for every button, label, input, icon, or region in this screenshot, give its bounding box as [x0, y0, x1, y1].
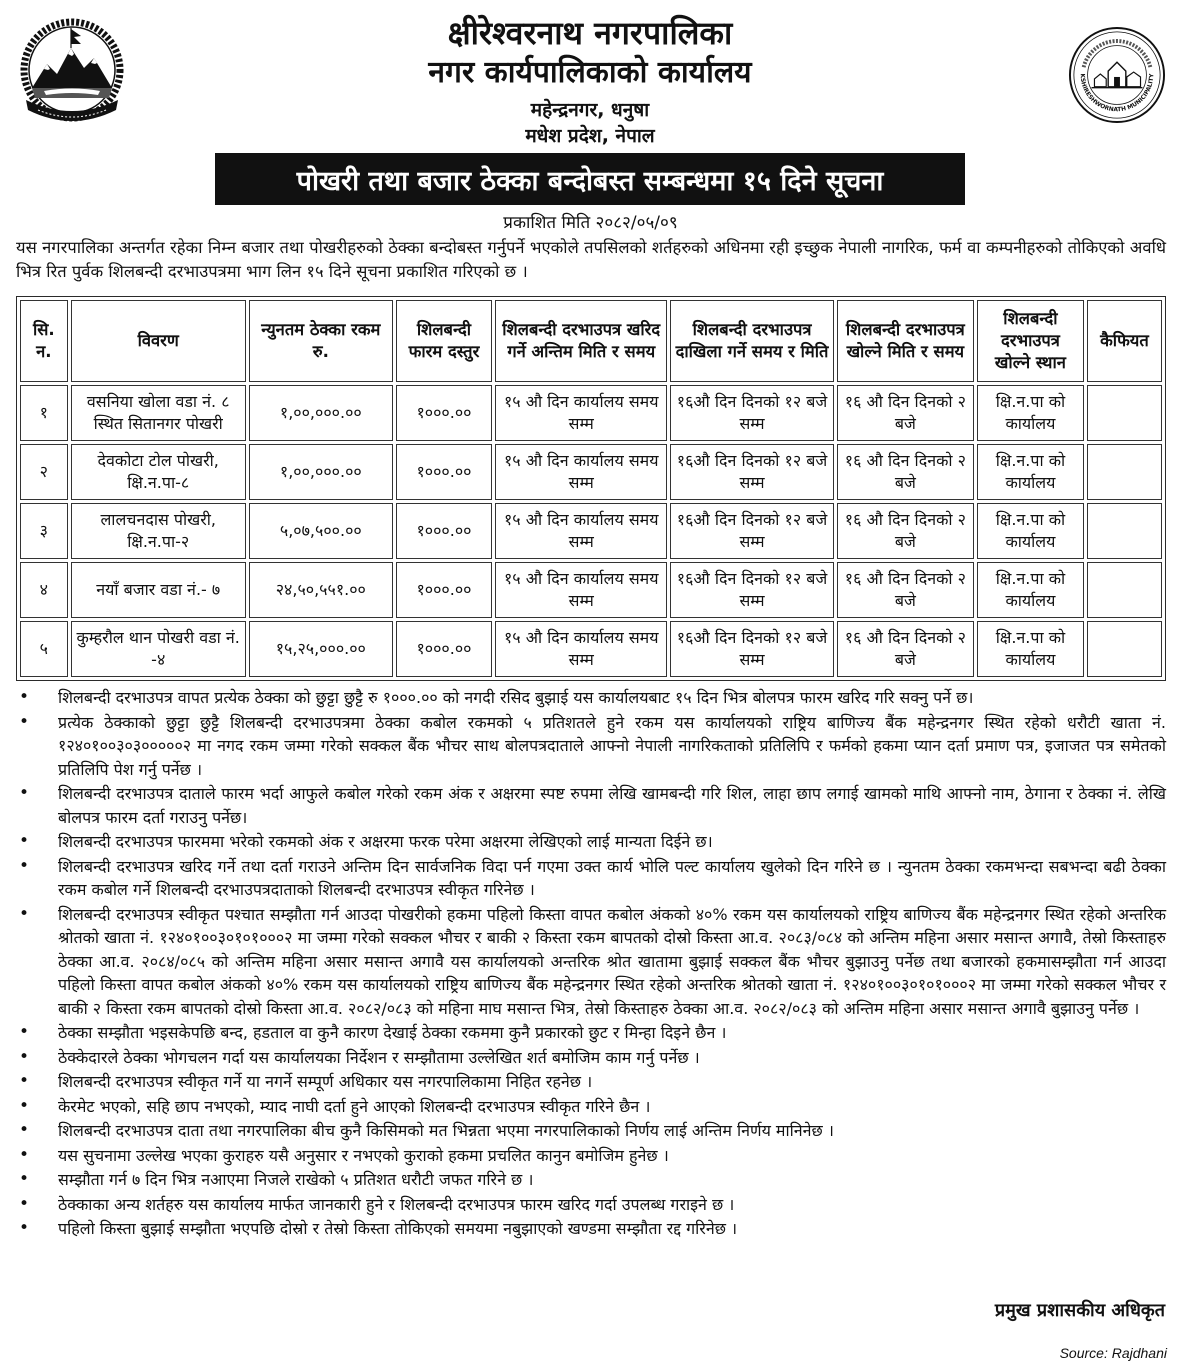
condition-text: शिलबन्दी दरभाउपत्र खरिद गर्ने तथा दर्ता गराउने अन्तिम दिन सार्वजनिक विदा पर्न गएमा उक्त कार्य भोलि पल्ट कार्यालय खुलेको दिन गरिने छ । न्युनतम ठेक्का रकमभन्दा सबभन्दा बढी ठेक्का रकम कबोल गर्ने शिलबन्दी दरभाउपत्रदाताको शिलबन्दी दरभाउपत्र स्वीकृत गरिनेछ । — [58, 856, 1166, 899]
cell-remarks — [1087, 385, 1162, 441]
notice-title: पोखरी तथा बजार ठेक्का बन्दोबस्त सम्बन्धमा १५ दिने सूचना — [215, 153, 965, 205]
condition-item — [16, 1144, 1166, 1168]
cell-form-fee: १०००.०० — [396, 385, 492, 441]
bullet-icon: • — [19, 1022, 30, 1042]
bullet-icon: • — [19, 1144, 30, 1165]
cell-description: नयाँ बजार वडा नं.- ७ — [71, 562, 246, 618]
bullet-icon: • — [19, 711, 30, 732]
condition-item — [16, 686, 1166, 710]
cell-submission-time: १६औ दिन दिनको १२ बजे सम्म — [670, 562, 833, 618]
condition-item — [16, 1193, 1166, 1217]
bullet-icon: • — [19, 903, 30, 924]
condition-item — [16, 1070, 1166, 1094]
nepal-government-emblem-icon — [14, 18, 130, 126]
notice-body — [16, 236, 1166, 1242]
condition-text: सम्झौता गर्न ७ दिन भित्र नआएमा निजले राखेको ५ प्रतिशत धरौटी जफत गरिने छ । — [58, 1170, 534, 1189]
cell-form-fee: १०००.०० — [396, 444, 492, 500]
cell-description: कुम्हरौल थान पोखरी वडा नं. -४ — [71, 621, 246, 677]
condition-item — [16, 711, 1166, 782]
condition-text: केरमेट भएको, सहि छाप नभएको, म्याद नाघी दर्ता हुने आएको शिलबन्दी दरभाउपत्र स्वीकृत गरिने छैन । — [58, 1096, 651, 1116]
cell-purchase-deadline: १५ औ दिन कार्यालय समय सम्म — [495, 621, 667, 677]
column-header-sn: सि. न. — [20, 300, 68, 382]
condition-text: शिलबन्दी दरभाउपत्र दाता तथा नगरपालिका बीच कुनै किसिमको मत भिन्नता भएमा नगरपालिकाको निर्णय लाई अन्तिम निर्णय मानिनेछ । — [58, 1121, 834, 1140]
cell-min-amount: १५,२५,०००.०० — [249, 621, 393, 677]
column-header-purchase-deadline: शिलबन्दी दरभाउपत्र खरिद गर्ने अन्तिम मिति र समय — [495, 300, 667, 382]
cell-opening-time: १६ औ दिन दिनको २ बजे — [837, 385, 974, 441]
municipality-seal-icon — [1068, 26, 1166, 124]
intro-paragraph: यस नगरपालिका अन्तर्गत रहेका निम्न बजार तथा पोखरीहरुको ठेक्का बन्दोबस्त गर्नुपर्ने भएकोले तपसिलको शर्तहरुको अधिनमा रही इच्छुक नेपाली नागरिक, फर्म वा कम्पनीहरुको तोकिएको अवधि भित्र रित पुर्वक शिलबन्दी दरभाउपत्रमा भाग लिन १५ दिने सूचना प्रकाशित गरिएको छ । — [16, 238, 1166, 281]
cell-sn: ३ — [20, 503, 68, 559]
bullet-icon: • — [19, 783, 30, 803]
column-header-submission-time: शिलबन्दी दरभाउपत्र दाखिला गर्ने समय र मिति — [670, 300, 833, 382]
table-row — [20, 444, 1162, 500]
cell-remarks — [1087, 444, 1162, 500]
cell-remarks — [1087, 503, 1162, 559]
cell-form-fee: १०००.०० — [396, 621, 492, 677]
cell-remarks — [1087, 621, 1162, 677]
cell-min-amount: १,००,०००.०० — [249, 444, 393, 500]
emblem-hills — [32, 88, 112, 98]
cell-opening-time: १६ औ दिन दिनको २ बजे — [837, 444, 974, 500]
cell-sn: २ — [20, 444, 68, 500]
condition-item — [16, 1217, 1166, 1241]
bullet-icon: • — [19, 687, 30, 707]
signatory-title: प्रमुख प्रशासकीय अधिकृत — [994, 1300, 1165, 1321]
cell-form-fee: १०००.०० — [396, 562, 492, 618]
cell-description: देवकोटा टोल पोखरी, क्षि.न.पा-८ — [71, 444, 246, 500]
bullet-icon: • — [19, 831, 30, 851]
condition-text: शिलबन्दी दरभाउपत्र वापत प्रत्येक ठेक्का को छुट्टा छुट्टै रु १०००.०० को नगदी रसिद बुझाई यस कार्यालयबाट १५ दिन भित्र बोलपत्र फारम खरिद गरि सक्नु पर्ने छ। — [58, 688, 974, 707]
column-header-remarks: कैफियत — [1087, 300, 1162, 382]
cell-opening-time: १६ औ दिन दिनको २ बजे — [837, 621, 974, 677]
cell-submission-time: १६औ दिन दिनको १२ बजे सम्म — [670, 503, 833, 559]
bullet-icon: • — [19, 1218, 30, 1238]
published-date: प्रकाशित मिति २०८२/०५/०९ — [503, 213, 678, 233]
condition-item — [16, 1119, 1166, 1143]
cell-min-amount: १,००,०००.०० — [249, 385, 393, 441]
conditions-list — [16, 686, 1166, 1241]
bullet-icon: • — [19, 855, 30, 876]
cell-opening-place: क्षि.न.पा को कार्यालय — [977, 444, 1084, 500]
source-credit: Source: Rajdhani — [1059, 1345, 1167, 1361]
table-row — [20, 621, 1162, 677]
table-row — [20, 385, 1162, 441]
condition-item — [16, 1046, 1166, 1070]
cell-opening-time: १६ औ दिन दिनको २ बजे — [837, 503, 974, 559]
column-header-opening-time: शिलबन्दी दरभाउपत्र खोल्ने मिति र समय — [837, 300, 974, 382]
condition-item — [16, 1021, 1166, 1045]
condition-text: शिलबन्दी दरभाउपत्र स्वीकृत पश्चात सम्झौता गर्न आउदा पोखरीको हकमा पहिलो किस्ता वापत कबोल अंकको ४०% रकम यस कार्यालयको राष्ट्रिय बाणिज्य बैंक महेन्द्रनगर स्थित रहेको अन्तरिक श्रोतको खाता नं. १२४०१००३०१०१०००२ मा जम्मा गरेको सक्कल भौचर र बाकी २ किस्ता रकम बापतको दोस्रो किस्ता आ.व. २०८३/०८४ को अन्तिम महिना असार मसान्त अगावै, तेस्रो किस्ताहरु ठेक्का आ.व. २०८४/०८५ को अन्तिम महिना असार मसान्त अगावै यस कार्यालयको अन्तरिक श्रोत खातामा बुझाई सक्कल बैंक भौचर बुझाउनु पर्नेछ तथा बजारको हकमासम्झौता गर्न आउदा पहिलो किस्ता वापत कबोल अंकको ४०% रकम यस कार्यालयको राष्ट्रिय बाणिज्य बैंक महेन्द्रनगर स्थित रहेको अन्तरिक श्रोतको खाता नं. १२४०१००३०१०१०००२ मा जम्मा गरेको सक्कल भौचर र बाकी २ किस्ता रकम बापतको दोस्रो किस्ता आ.व. २०८२/०८३ को महिना माघ मसान्त भित्र, तेस्रो किस्ताहरु ठेक्का आ.व. २०८२/०८३ को अन्तिम महिना असार मसान्त अगावै बुझाउनु पर्नेछ । — [58, 904, 1166, 1018]
cell-description: लालचनदास पोखरी, क्षि.न.पा-२ — [71, 503, 246, 559]
cell-purchase-deadline: १५ औ दिन कार्यालय समय सम्म — [495, 385, 667, 441]
table-header-row — [20, 300, 1162, 382]
column-header-description: विवरण — [71, 300, 246, 382]
condition-text: शिलबन्दी दरभाउपत्र दाताले फारम भर्दा आफुले कबोल गरेको रकम अंक र अक्षरमा स्पष्ट रुपमा लेखि खामबन्दी गरि शिल, लाहा छाप लगाई खामको माथि आफ्नो नाम, ठेगाना र ठेक्का नं. लेखि बोलपत्र फारम दर्ता गराउनु पर्नेछ। — [58, 784, 1166, 827]
condition-text: प्रत्येक ठेक्काको छुट्टा छुट्टै शिलबन्दी दरभाउपत्रमा ठेक्का कबोल रकमको ५ प्रतिशतले हुने रकम यस कार्यालयको राष्ट्रिय बाणिज्य बैंक महेन्द्रनगर स्थित रहेको धरौटी खाता नं. १२४०१००३०३०००००२ मा नगद रकम जम्मा गरेको सक्कल बैंक भौचर साथ बोलपत्रदाताले आफ्नो नेपाली नागरिकताको प्रतिलिपि र फर्मको हकमा प्यान दर्ता प्रमाण पत्र, इजाजत पत्र समेतको प्रतिलिपि पेश गर्नु पर्नेछ । — [58, 712, 1166, 779]
condition-item — [16, 1168, 1166, 1192]
cell-submission-time: १६औ दिन दिनको १२ बजे सम्म — [670, 444, 833, 500]
municipality-name: क्षीरेश्वरनाथ नगरपालिका — [447, 14, 733, 52]
condition-item — [16, 782, 1166, 829]
cell-form-fee: १०००.०० — [396, 503, 492, 559]
contract-table — [16, 296, 1166, 681]
condition-item — [16, 855, 1166, 902]
condition-item — [16, 1095, 1166, 1119]
cell-opening-place: क्षि.न.पा को कार्यालय — [977, 385, 1084, 441]
table-row — [20, 503, 1162, 559]
cell-submission-time: १६औ दिन दिनको १२ बजे सम्म — [670, 385, 833, 441]
column-header-opening-place: शिलबन्दी दरभाउपत्र खोल्ने स्थान — [977, 300, 1084, 382]
cell-sn: ५ — [20, 621, 68, 677]
address-line-2: मधेश प्रदेश, नेपाल — [525, 125, 655, 147]
bullet-icon: • — [19, 1169, 30, 1189]
cell-purchase-deadline: १५ औ दिन कार्यालय समय सम्म — [495, 444, 667, 500]
cell-description: वसनिया खोला वडा नं. ८ स्थित सितानगर पोखरी — [71, 385, 246, 441]
condition-text: पहिलो किस्ता बुझाई सम्झौता भएपछि दोस्रो र तेस्रो किस्ता तोकिएको समयमा नबुझाएको खण्डमा सम्झौता रद्द गरिनेछ । — [58, 1219, 738, 1238]
cell-purchase-deadline: १५ औ दिन कार्यालय समय सम्म — [495, 503, 667, 559]
address-line-1: महेन्द्रनगर, धनुषा — [530, 99, 650, 121]
cell-opening-place: क्षि.न.पा को कार्यालय — [977, 503, 1084, 559]
condition-text: ठेक्का सम्झौता भइसकेपछि बन्द, हडताल वा कुनै कारण देखाई ठेक्का रकममा कुनै प्रकारको छुट र मिन्हा दिइने छैन । — [58, 1023, 727, 1042]
table-row — [20, 562, 1162, 618]
cell-sn: १ — [20, 385, 68, 441]
bullet-icon: • — [19, 1046, 30, 1067]
column-header-min-amount: न्युनतम ठेक्का रकम रु. — [249, 300, 393, 382]
office-name: नगर कार्यपालिकाको कार्यालय — [428, 55, 752, 90]
cell-submission-time: १६औ दिन दिनको १२ बजे सम्म — [670, 621, 833, 677]
cell-purchase-deadline: १५ औ दिन कार्यालय समय सम्म — [495, 562, 667, 618]
cell-opening-place: क्षि.न.पा को कार्यालय — [977, 621, 1084, 677]
bullet-icon: • — [19, 1193, 30, 1214]
cell-sn: ४ — [20, 562, 68, 618]
seal-lettering: KSHIRESHWORNATH MUNICIPALITY — [1078, 73, 1156, 114]
bullet-icon: • — [19, 1095, 30, 1116]
bullet-icon: • — [19, 1120, 30, 1140]
cell-min-amount: ५,०७,५००.०० — [249, 503, 393, 559]
cell-opening-time: १६ औ दिन दिनको २ बजे — [837, 562, 974, 618]
condition-text: ठेक्केदारले ठेक्का भोगचलन गर्दा यस कार्यालयका निर्देशन र सम्झौतामा उल्लेखित शर्त बमोजिम काम गर्नु पर्नेछ । — [58, 1047, 700, 1067]
condition-text: यस सुचनामा उल्लेख भएका कुराहरु यसै अनुसार र नभएको कुराको हकमा प्रचलित कानुन बमोजिम हुनेछ । — [58, 1145, 669, 1165]
cell-opening-place: क्षि.न.पा को कार्यालय — [977, 562, 1084, 618]
cell-min-amount: २४,५०,५५१.०० — [249, 562, 393, 618]
column-header-form-fee: शिलबन्दी फारम दस्तुर — [396, 300, 492, 382]
condition-text: ठेक्काका अन्य शर्तहरु यस कार्यालय मार्फत जानकारी हुने र शिलबन्दी दरभाउपत्र फारम खरिद गर्दा उपलब्ध गराइने छ । — [58, 1194, 735, 1214]
bullet-icon: • — [19, 1071, 30, 1091]
cell-remarks — [1087, 562, 1162, 618]
condition-text: शिलबन्दी दरभाउपत्र स्वीकृत गर्ने या नगर्ने सम्पूर्ण अधिकार यस नगरपालिकामा निहित रहनेछ । — [58, 1072, 593, 1091]
condition-item — [16, 830, 1166, 854]
condition-text: शिलबन्दी दरभाउपत्र फारममा भरेको रकमको अंक र अक्षरमा फरक परेमा अक्षरमा लेखिएको लाई मान्यता दिईने छ। — [58, 832, 713, 851]
condition-item — [16, 903, 1166, 1021]
